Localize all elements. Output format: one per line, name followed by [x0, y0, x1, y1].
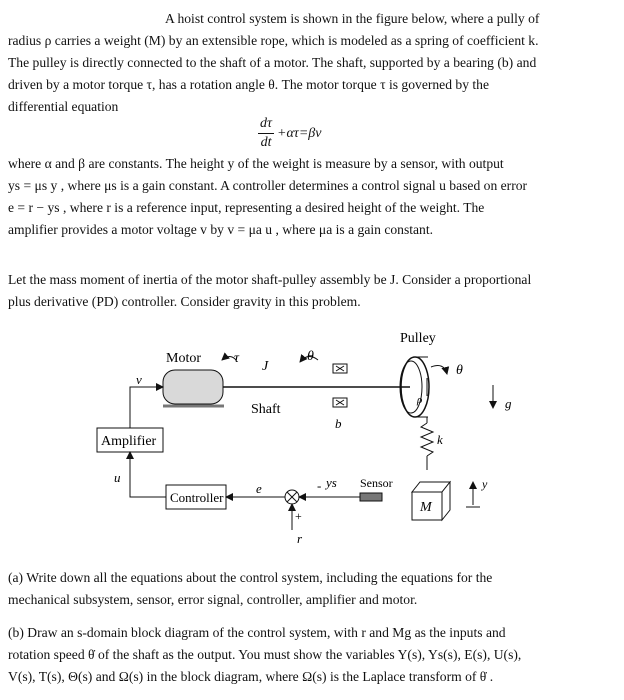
amplifier-label: Amplifier — [101, 434, 157, 449]
intro-line-5: differential equation — [8, 99, 119, 114]
controller-label: Controller — [170, 490, 224, 505]
fraction-denominator: dt — [260, 135, 272, 150]
question-a-line-1: (a) Write down all the equations about the control system, including the equations for the — [8, 570, 493, 585]
reference-label: r — [297, 531, 303, 546]
gravity-label: g — [505, 396, 512, 411]
voltage-label: v — [136, 372, 142, 387]
control-signal-label: u — [114, 470, 121, 485]
sensor-label: Sensor — [360, 476, 393, 490]
sensor-output-label: ys — [326, 475, 337, 490]
pulley-label: Pulley — [400, 331, 436, 346]
definitions-line-4: amplifier provides a motor voltage v by v = μa u , where μa is a gain constant. — [8, 222, 434, 237]
definitions-line-3: e = r − ys , where r is a reference input, representing a desired height of the weight. The — [8, 200, 485, 215]
fraction-numerator: dτ — [258, 115, 274, 134]
spring — [421, 423, 433, 456]
question-b-line-2: rotation speed θ̇ of the shaft as the output. You must show the variables Y(s), Ys(s), E(s), U(s), — [8, 647, 522, 662]
question-b-line-3: V(s), T(s), Θ(s) and Ω(s) in the block diagram, where Ω(s) is the Laplace transform of θ̇ . — [8, 669, 494, 684]
motor-body — [163, 370, 223, 404]
intro-line-2: radius ρ carries a weight (M) by an extensible rope, which is modeled as a spring of coefficient k. — [8, 33, 539, 48]
sensor-box — [360, 493, 382, 501]
error-label: e — [256, 481, 262, 496]
minus-sign: - — [317, 478, 322, 493]
problem-line-1: Let the mass moment of inertia of the motor shaft-pulley assembly be J. Consider a proportional — [8, 272, 532, 287]
question-a — [8, 567, 614, 611]
problem-line-2: plus derivative (PD) controller. Consider gravity in this problem. — [8, 294, 361, 309]
equation-rest: +ατ=βv — [277, 125, 322, 141]
intro-line-3: The pulley is directly connected to the shaft of a motor. The shaft, supported by a bearing (b) and — [8, 55, 537, 70]
question-b-line-1: (b) Draw an s-domain block diagram of the control system, with r and Mg as the inputs and — [8, 625, 506, 640]
shaft-label: Shaft — [251, 402, 281, 417]
theta-pulley-label: θ — [456, 363, 463, 378]
plus-sign: + — [295, 509, 302, 523]
spring-label: k — [437, 432, 443, 447]
definitions-line-2: ys = μs y , where μs is a gain constant. A controller determines a control signal u based on error — [8, 178, 528, 193]
height-label: y — [482, 477, 488, 491]
inertia-label: J — [262, 359, 269, 374]
question-a-line-2: mechanical subsystem, sensor, error signal, controller, amplifier and motor. — [8, 592, 418, 607]
motor-label: Motor — [166, 351, 201, 366]
intro-line-4: driven by a motor torque τ, has a rotation angle θ. The motor torque τ is governed by the — [8, 77, 490, 92]
tau-label: τ — [234, 351, 240, 366]
radius-label: ρ — [417, 394, 423, 406]
definitions-line-1: where α and β are constants. The height y of the weight is measure by a sensor, with output — [8, 156, 504, 171]
intro-line-1: A hoist control system is shown in the figure below, where a pully of — [165, 11, 540, 26]
mass-label: M — [420, 500, 432, 515]
question-b — [8, 622, 614, 688]
theta-shaft-label: θ — [307, 349, 314, 364]
bearing-label: b — [335, 416, 342, 431]
